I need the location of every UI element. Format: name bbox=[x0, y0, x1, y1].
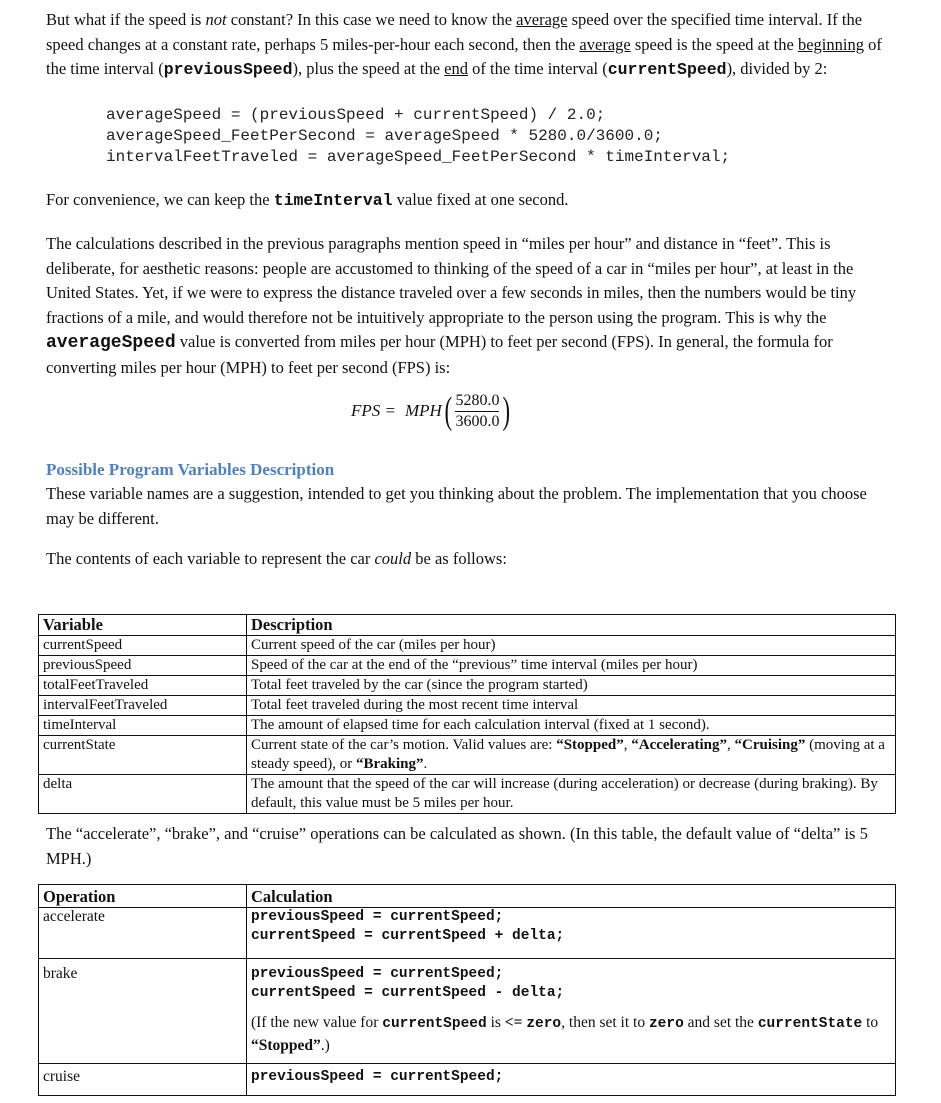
variable-description: Total feet traveled during the most recent time interval bbox=[247, 696, 896, 716]
variable-name: timeInterval bbox=[39, 716, 247, 736]
text: But what if the speed is bbox=[46, 10, 206, 29]
variable-name: delta bbox=[39, 775, 247, 814]
code-line: previousSpeed = currentSpeed; bbox=[251, 909, 504, 925]
text: of the time interval ( bbox=[46, 34, 882, 78]
operations-intro: The “accelerate”, “brake”, and “cruise” operations can be calculated as shown. (In this table, the default value of “delta” is 5 MPH.) bbox=[46, 824, 868, 868]
state-value: “Braking” bbox=[355, 756, 424, 772]
column-header: Variable bbox=[39, 615, 247, 636]
variable-name: intervalFeetTraveled bbox=[39, 696, 247, 716]
code-term: zero bbox=[526, 1016, 562, 1032]
text: speed over the specified time interval. If the speed changes at a constant rate, perhaps 5 miles-per-hour each second, then the bbox=[46, 10, 863, 54]
variable-description: Current speed of the car (miles per hour) bbox=[247, 636, 896, 656]
text: value is converted from miles per hour (MPH) to feet per second (FPS). In general, the formula for converting miles per hour (MPH) to feet per second (FPS) is: bbox=[46, 332, 833, 377]
code-term: currentSpeed bbox=[382, 1016, 487, 1032]
text: to bbox=[862, 1014, 879, 1031]
code-term: zero bbox=[648, 1016, 684, 1032]
text: The calculations described in the previous paragraphs mention speed in “miles per hour” and distance in “feet”. This is deliberate, for aesthetic reasons: people are accustomed to thinking of the speed of a car in “miles per hour”, at least in the United States. Yet, if we were to express the distance traveled over a few seconds in miles, then the numbers would be tiny fractions of a mile, and would therefore not be intuitively appropriate to the person using the program. This is why the bbox=[46, 234, 857, 327]
text: , then set it to bbox=[561, 1014, 649, 1031]
table-row bbox=[39, 656, 896, 676]
text: Current state of the car’s motion. Valid values are: bbox=[251, 737, 557, 753]
document-page bbox=[46, 8, 896, 572]
underlined-word: average bbox=[579, 34, 631, 54]
table-header-row bbox=[39, 885, 896, 908]
code-term: currentState bbox=[757, 1016, 863, 1032]
table-row bbox=[39, 716, 896, 736]
fraction-numerator: 5280.0 bbox=[455, 391, 500, 409]
code-term: timeInterval bbox=[273, 190, 393, 210]
code-line: currentSpeed = currentSpeed - delta; bbox=[251, 985, 565, 1001]
underlined-word: average bbox=[516, 10, 568, 29]
text: (moving at a steady speed), or bbox=[251, 737, 885, 772]
table-row bbox=[39, 908, 896, 959]
operation-calculation bbox=[247, 908, 896, 959]
text: . bbox=[423, 756, 428, 772]
operator: <= bbox=[504, 1014, 523, 1031]
text: For convenience, we can keep the bbox=[46, 189, 274, 209]
formula-lhs: FPS = bbox=[351, 401, 396, 420]
state-value: “Stopped” bbox=[251, 1037, 321, 1054]
variable-name: currentSpeed bbox=[39, 636, 247, 656]
variable-name: currentState bbox=[39, 736, 247, 775]
variable-name: totalFeetTraveled bbox=[39, 676, 247, 696]
text: is bbox=[486, 1014, 505, 1031]
operation-calculation bbox=[247, 1064, 896, 1096]
text: , bbox=[623, 737, 632, 753]
table-row bbox=[39, 636, 896, 656]
calculations-paragraph bbox=[46, 232, 896, 380]
table-header-row bbox=[39, 615, 896, 636]
fraction-denominator: 3600.0 bbox=[455, 412, 500, 430]
text: of the time interval ( bbox=[467, 59, 608, 78]
operation-name: accelerate bbox=[39, 908, 247, 959]
text: ), plus the speed at the bbox=[292, 59, 445, 78]
state-value: “Stopped” bbox=[556, 737, 624, 753]
text: constant? In this case we need to know the bbox=[226, 10, 517, 29]
variable-description: The amount that the speed of the car will increase (during acceleration) or decrease (during braking). By default, this value must be 5 miles per hour. bbox=[247, 775, 896, 814]
intro-paragraph bbox=[46, 8, 896, 83]
code-term: currentSpeed bbox=[607, 60, 727, 79]
variable-description: The amount of elapsed time for each calculation interval (fixed at 1 second). bbox=[247, 716, 896, 736]
column-header: Operation bbox=[39, 885, 247, 908]
brake-note bbox=[251, 1012, 891, 1057]
operation-name: cruise bbox=[39, 1064, 247, 1096]
column-header: Description bbox=[247, 615, 896, 636]
conversion-formula bbox=[46, 388, 896, 436]
state-value: “Accelerating” bbox=[631, 737, 728, 753]
text: and set the bbox=[683, 1014, 758, 1031]
text: .) bbox=[320, 1037, 330, 1054]
column-header: Calculation bbox=[247, 885, 896, 908]
operation-calculation bbox=[247, 959, 896, 1064]
table-row bbox=[39, 696, 896, 716]
formula-fraction bbox=[455, 391, 499, 432]
variable-description: Total feet traveled by the car (since the program started) bbox=[247, 676, 896, 696]
code-line: previousSpeed = currentSpeed; bbox=[251, 966, 504, 982]
section-heading: Possible Program Variables Description bbox=[46, 460, 335, 479]
text: (If the new value for bbox=[251, 1014, 383, 1031]
convenience-paragraph bbox=[46, 188, 896, 214]
variables-table bbox=[38, 614, 896, 814]
operations-table bbox=[38, 884, 896, 1096]
emphasis: not bbox=[205, 10, 227, 29]
text: The contents of each variable to represent the car bbox=[46, 549, 375, 568]
variable-name: previousSpeed bbox=[39, 656, 247, 676]
table-row bbox=[39, 736, 896, 775]
code-term: previousSpeed bbox=[163, 60, 293, 79]
code-line: averageSpeed_FeetPerSecond = averageSpeed * 5280.0/3600.0; bbox=[106, 126, 663, 145]
text: be as follows: bbox=[411, 549, 507, 568]
operation-name: brake bbox=[39, 959, 247, 1064]
code-line: averageSpeed = (previousSpeed + currentSpeed) / 2.0; bbox=[106, 105, 606, 124]
state-value: “Cruising” bbox=[734, 737, 806, 753]
suggestion-paragraph: These variable names are a suggestion, intended to get you thinking about the problem. The implementation that you choose may be different. bbox=[46, 484, 867, 528]
table-row bbox=[39, 676, 896, 696]
right-paren: ) bbox=[503, 390, 511, 432]
code-line: intervalFeetTraveled = averageSpeed_FeetPerSecond * timeInterval; bbox=[106, 147, 731, 166]
table-row bbox=[39, 775, 896, 814]
code-line: currentSpeed = currentSpeed + delta; bbox=[251, 928, 565, 944]
emphasis: could bbox=[374, 549, 412, 568]
text: speed is the speed at the bbox=[630, 34, 798, 54]
contents-paragraph bbox=[46, 547, 896, 572]
variable-description bbox=[247, 736, 896, 775]
table-row bbox=[39, 1064, 896, 1096]
left-paren: ( bbox=[444, 390, 452, 432]
code-block bbox=[46, 105, 896, 168]
text: , bbox=[727, 737, 735, 753]
code-line: previousSpeed = currentSpeed; bbox=[251, 1069, 504, 1085]
text: value fixed at one second. bbox=[392, 189, 569, 209]
formula-mph: MPH bbox=[405, 401, 442, 420]
variable-description: Speed of the car at the end of the “previous” time interval (miles per hour) bbox=[247, 656, 896, 676]
text: ), divided by 2: bbox=[726, 59, 828, 78]
table-row bbox=[39, 959, 896, 1064]
code-term: averageSpeed bbox=[46, 333, 176, 353]
underlined-word: beginning bbox=[797, 34, 864, 54]
underlined-word: end bbox=[444, 59, 468, 78]
